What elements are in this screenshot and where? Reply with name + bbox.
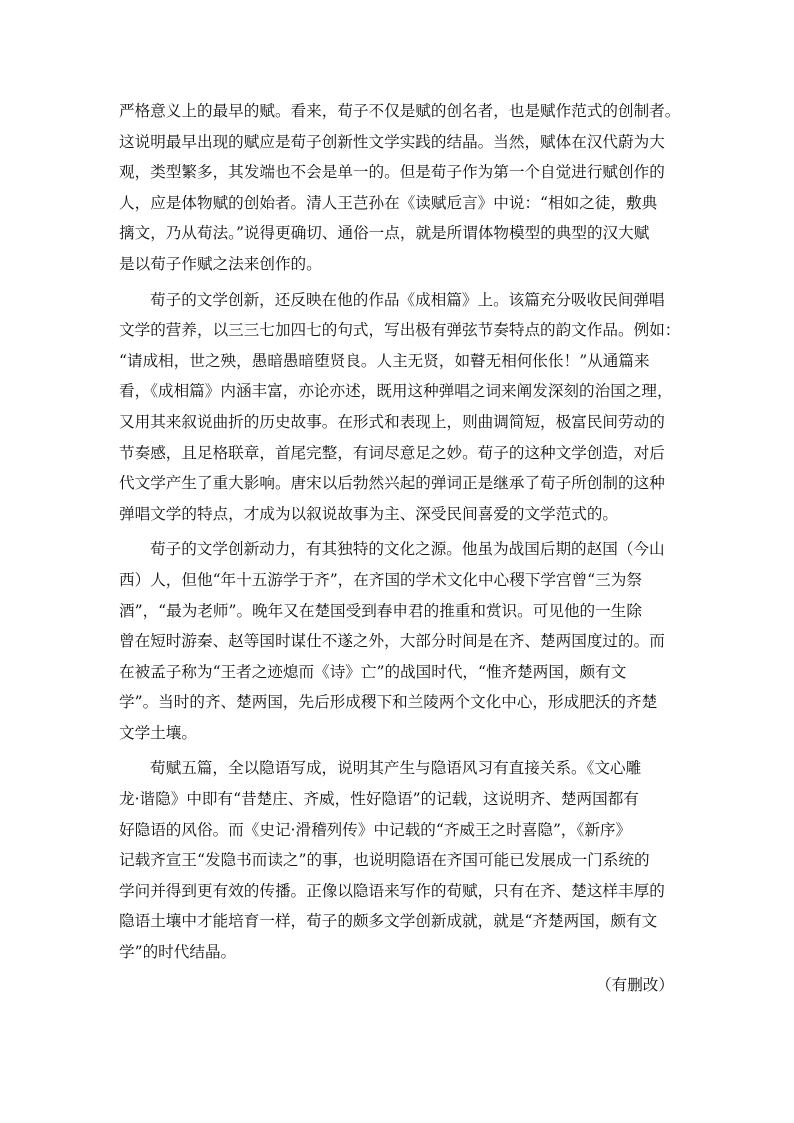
text-line: 学问并得到更有效的传播。正像以隐语来写作的荀赋，只有在齐、楚这样丰厚的 [119,881,665,900]
text-line: “请成相，世之殃，愚暗愚暗堕贤良。人主无贤，如瞽无相何伥伥！”从通篇来 [119,351,650,370]
text-line: 观，类型繁多，其发端也不会是单一的。但是荀子作为第一个自觉进行赋创作的 [119,163,665,182]
text-line: 荀子的文学创新，还反映在他的作品《成相篇》上。该篇充分吸收民间弹唱 [150,290,665,309]
text-line: 是以荀子作赋之法来创作的。 [119,254,322,273]
paragraph-2 [119,285,679,530]
text-line: 摛文，乃从荀法。”说得更确切、通俗一点，就是所谓体物模型的典型的汉大赋 [119,224,650,243]
paragraph-1 [119,96,679,280]
text-line: 文学土壤。 [119,723,197,742]
editorial-note: （有删改） [596,976,674,994]
article-body [119,96,679,968]
text-line: 学”。当时的齐、楚两国，先后形成稷下和兰陵两个文化中心，形成肥沃的齐楚 [119,693,658,712]
text-line: 曾在短时游秦、赵等国时谋仕不遂之外，大部分时间是在齐、楚两国度过的。而 [119,632,665,651]
text-line: 荀赋五篇，全以隐语写成，说明其产生与隐语风习有直接关系。《文心雕 [150,759,642,778]
text-line: 弹唱文学的特点，才成为以叙说故事为主、深受民间喜爱的文学范式的。 [119,504,619,523]
text-line: 在被孟子称为“王者之迹熄而《诗》亡”的战国时代，“惟齐楚两国，颇有文 [119,662,627,681]
text-line: 节奏感，且足格联章，首尾完整，有词尽意足之妙。荀子的这种文学创造，对后 [119,443,665,462]
text-line: 西）人，但他“年十五游学于齐”，在齐国的学术文化中心稷下学宫曾“三为祭 [119,570,642,589]
text-line: 好隐语的风俗。而《史记·滑稽列传》中记载的“齐威王之时喜隐”，《新序》 [119,820,632,839]
text-line: 人，应是体物赋的创始者。清人王芑孙在《读赋卮言》中说：“相如之徒，敷典 [119,193,658,212]
text-line: 龙·谐隐》中即有“昔楚庄、齐威，性好隐语”的记载，这说明齐、楚两国都有 [119,790,639,809]
text-line: 隐语土壤中才能培育一样，荀子的颇多文学创新成就，就是“齐楚两国，颇有文 [119,912,658,931]
text-line: 酒”，“最为老师”。晚年又在楚国受到春申君的推重和赏识。可见他的一生除 [119,601,642,620]
text-line: 又用其来叙说曲折的历史故事。在形式和表现上，则曲调简短，极富民间劳动的 [119,412,665,431]
text-line: 文学的营养，以三三七加四七的句式，写出极有弹弦节奏特点的韵文作品。例如： [119,321,681,340]
text-line: 严格意义上的最早的赋。看来，荀子不仅是赋的创名者，也是赋作范式的创制者。 [119,102,681,120]
text-line: 代文学产生了重大影响。唐宋以后勃然兴起的弹词正是继承了荀子所创制的这种 [119,474,665,493]
text-line: 这说明最早出现的赋应是荀子创新性文学实践的结晶。当然，赋体在汉代蔚为大 [119,132,665,151]
text-line: 学”的时代结晶。 [119,943,237,962]
paragraph-4 [119,753,679,967]
paragraph-3 [119,534,679,748]
text-line: 看，《成相篇》内涵丰富，亦论亦述，既用这种弹唱之词来阐发深刻的治国之理， [119,382,673,401]
text-line: 荀子的文学创新动力，有其独特的文化之源。他虽为战国后期的赵国（今山 [150,540,665,559]
text-line: 记载齐宣王“发隐书而读之”的事，也说明隐语在齐国可能已发展成一门系统的 [119,851,650,870]
